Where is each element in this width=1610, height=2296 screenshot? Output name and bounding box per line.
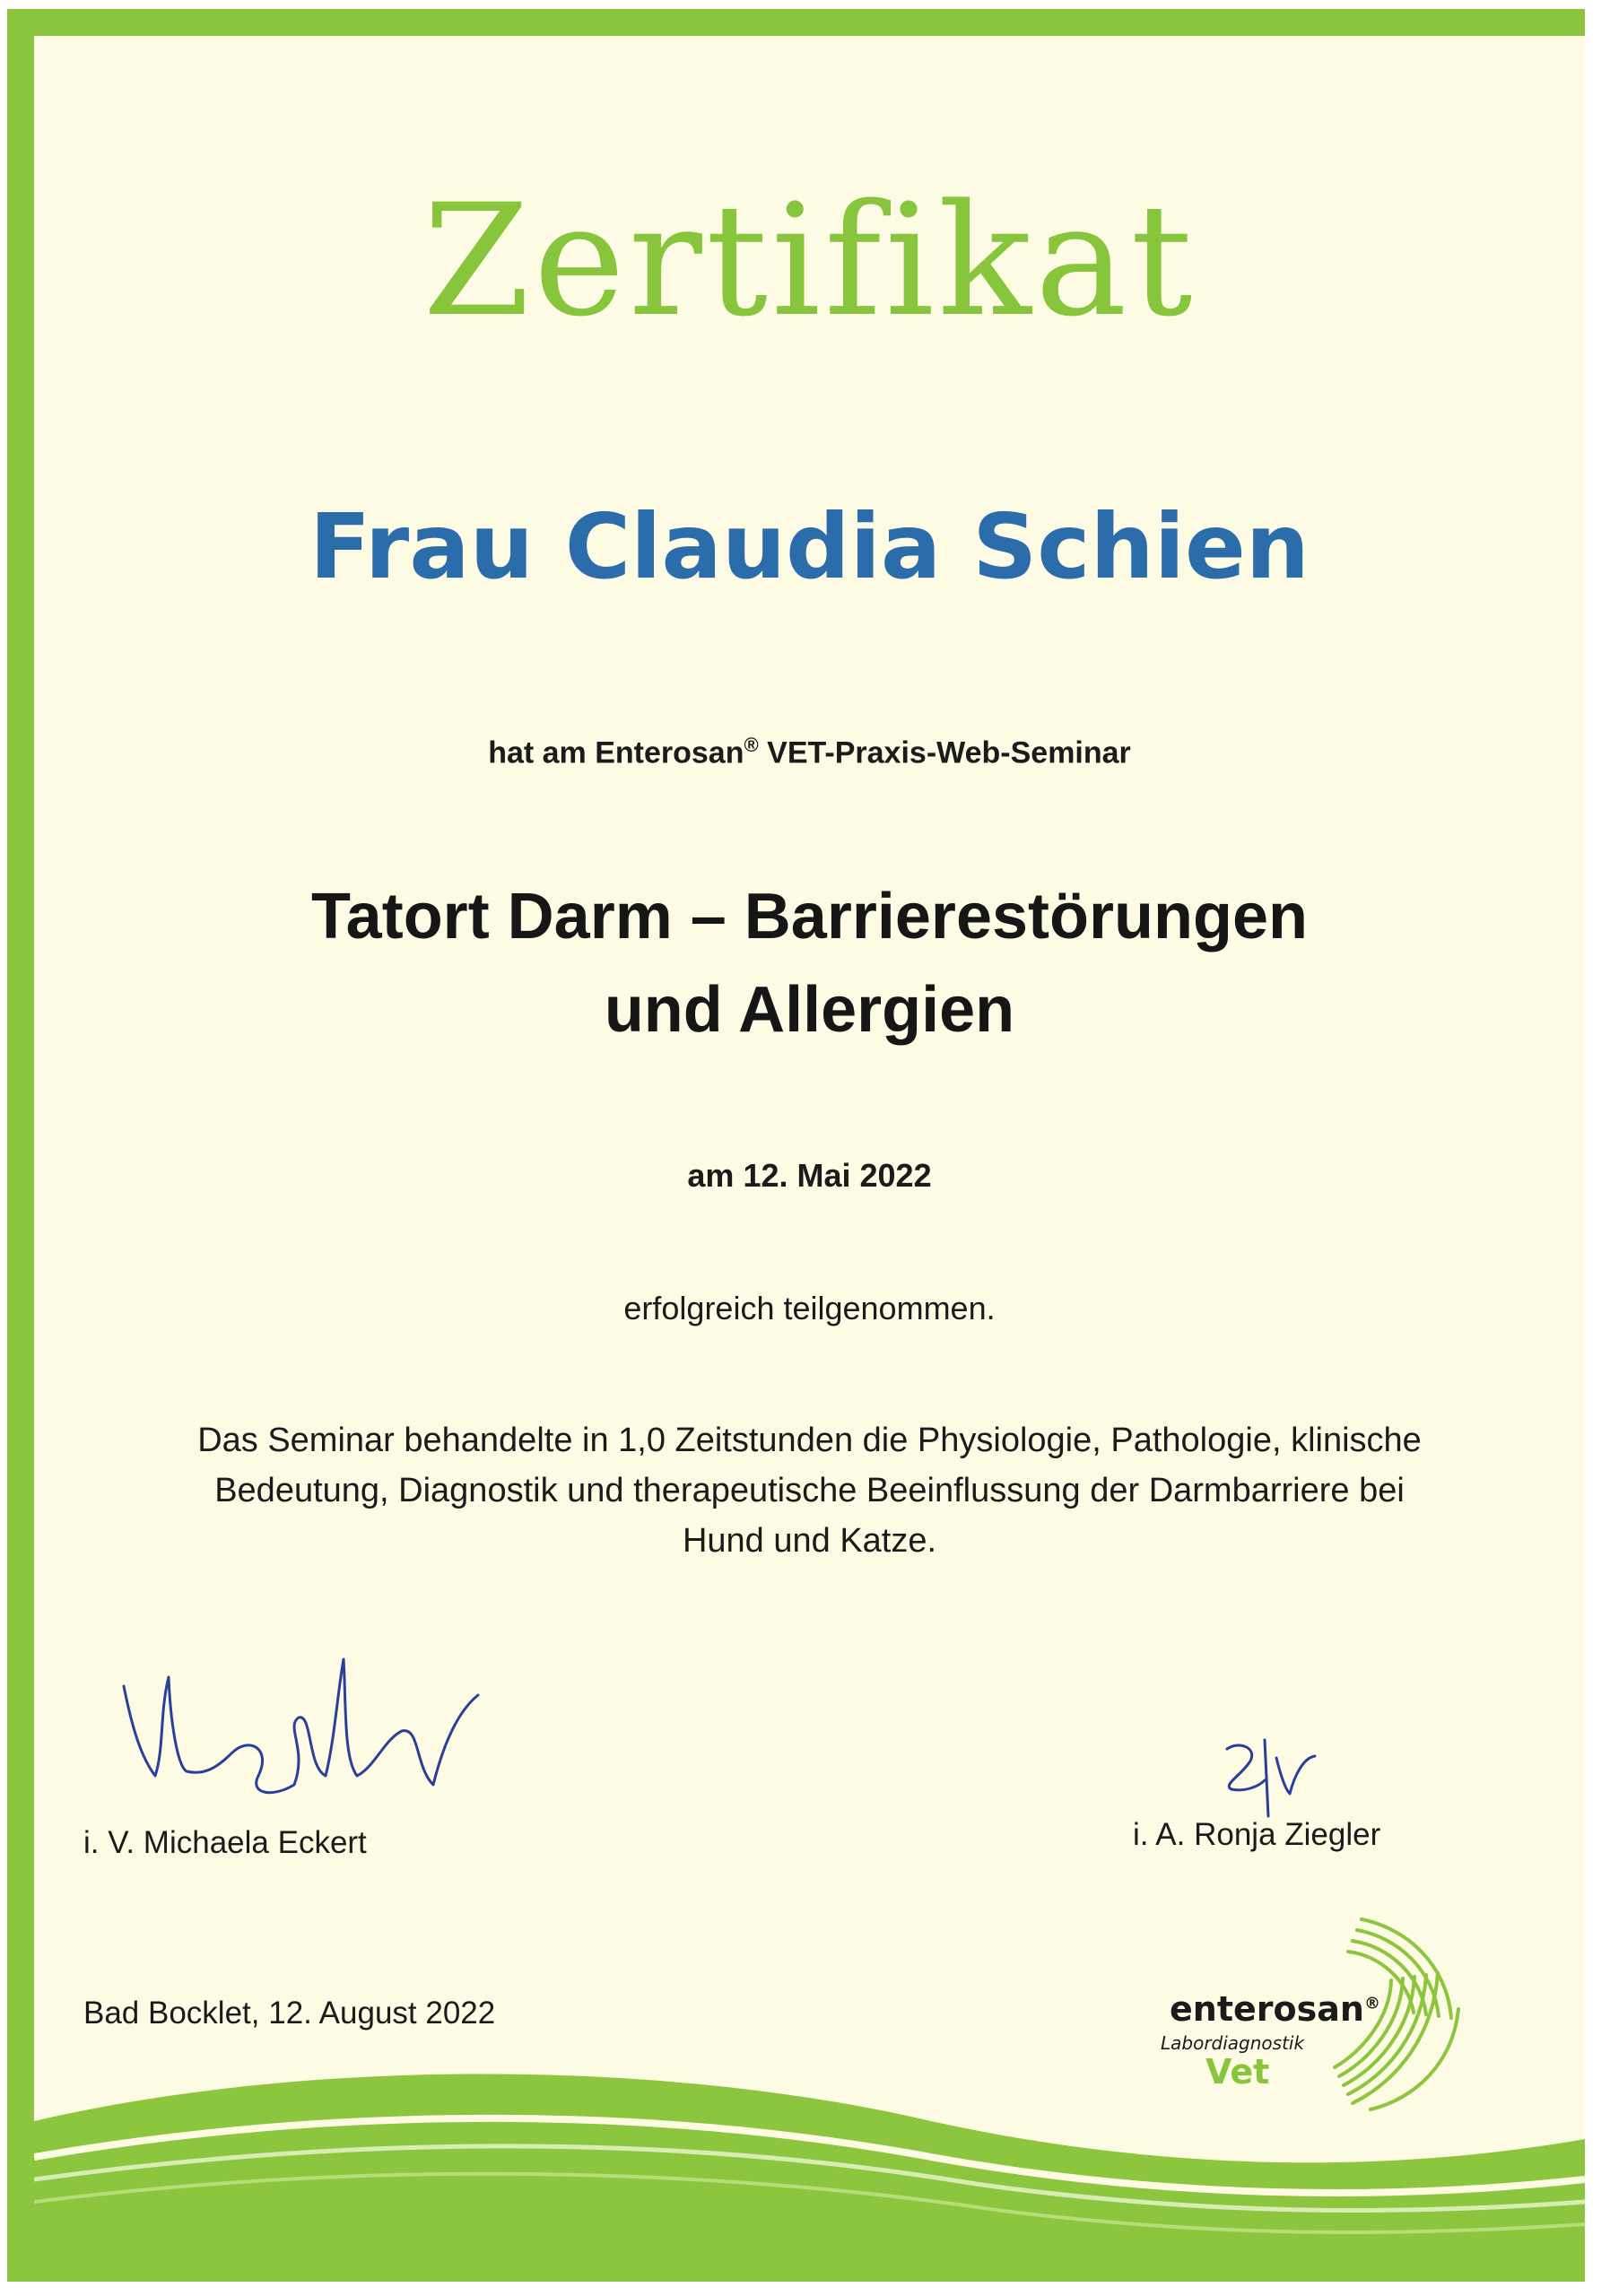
certificate-frame	[7, 9, 1585, 2282]
description-line-2: Bedeutung, Diagnostik und therapeutische Beeinflussung der Darmbarriere bei	[214, 1472, 1405, 1509]
seminar-title-line-1: Tatort Darm – Barrierestörungen	[311, 881, 1308, 952]
signer-right: i. A. Ronja Ziegler	[1133, 1817, 1381, 1852]
seminar-description	[88, 1415, 1531, 1566]
seminar-intro-prefix: hat am Enterosan	[488, 735, 744, 770]
signature-right	[1209, 1722, 1344, 1821]
bottom-wave-decoration	[34, 2022, 1585, 2256]
place-and-date: Bad Bocklet, 12. August 2022	[83, 1996, 496, 2031]
signer-left: i. V. Michaela Eckert	[83, 1825, 367, 1860]
logo-subtitle: Labordiagnostik	[1161, 2032, 1305, 2054]
description-line-3: Hund und Katze.	[682, 1522, 937, 1560]
description-line-1: Das Seminar behandelte in 1,0 Zeitstunden die Physiologie, Pathologie, klinische	[197, 1422, 1422, 1459]
logo-brand-text: enterosan	[1170, 1989, 1364, 2029]
logo-registered-mark: ®	[1363, 1994, 1380, 2013]
seminar-intro	[34, 734, 1585, 770]
seminar-title	[34, 870, 1585, 1057]
completion-text: erfolgreich teilgenommen.	[623, 1290, 996, 1326]
registered-mark: ®	[744, 734, 759, 756]
certificate-title: Zertifikat	[422, 170, 1197, 351]
recipient-name: Frau Claudia Schien	[309, 494, 1310, 599]
seminar-date: am 12. Mai 2022	[687, 1157, 932, 1194]
seminar-intro-suffix: VET-Praxis-Web-Seminar	[758, 735, 1131, 770]
certificate-paper	[34, 36, 1585, 2256]
logo-vet: Vet	[1205, 2052, 1270, 2092]
signature-left	[115, 1641, 492, 1812]
seminar-title-line-2: und Allergien	[604, 974, 1015, 1046]
